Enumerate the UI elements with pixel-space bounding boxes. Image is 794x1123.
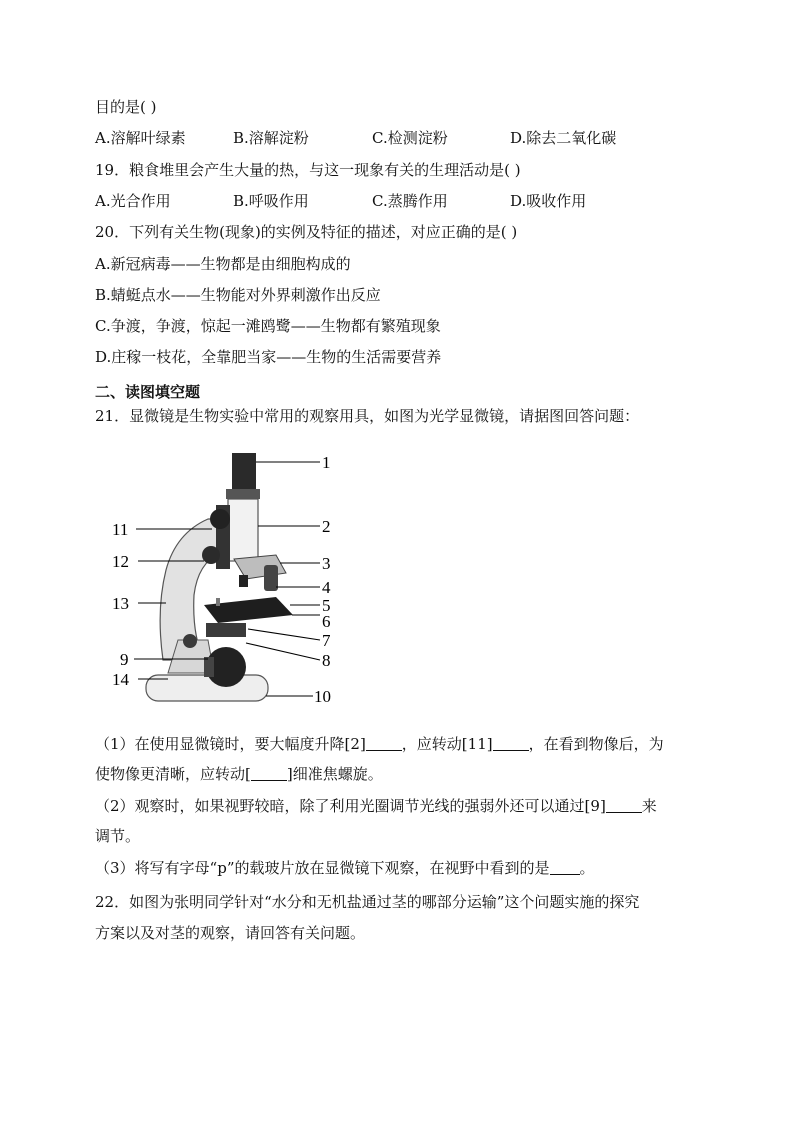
figure-label-11: 11	[112, 520, 129, 539]
eyepiece-collar	[226, 489, 260, 499]
objective-long	[264, 565, 278, 591]
q20-option-b[interactable]: B.蜻蜓点水——生物能对外界刺激作出反应	[95, 286, 381, 304]
q21-part2-text-a: （2）观察时，如果视野较暗，除了利用光圈调节光线的强弱外还可以通过[9]	[95, 797, 606, 815]
q21-part3-text-b: 。	[579, 859, 595, 877]
q21-stem: 21．显微镜是生物实验中常用的观察用具，如图为光学显微镜，请据图回答问题：	[95, 407, 640, 425]
figure-label-8: 8	[322, 651, 331, 670]
q18-options	[95, 128, 715, 148]
q20-option-d[interactable]: D.庄稼一枝花，全靠肥当家——生物的生活需要营养	[95, 348, 442, 366]
q22-line2: 方案以及对茎的观察，请回答有关问题。	[95, 924, 366, 942]
q20-stem: 20．下列有关生物(现象)的实例及特征的描述，对应正确的是( )	[95, 223, 518, 241]
q18-option-a[interactable]: A.溶解叶绿素	[95, 129, 186, 147]
figure-label-7: 7	[322, 631, 331, 650]
q21-part3	[95, 853, 695, 883]
answer-blank-3[interactable]	[251, 765, 287, 781]
answer-blank-5[interactable]	[550, 859, 580, 875]
figure-label-14: 14	[112, 670, 129, 689]
q19-option-c[interactable]: C.蒸腾作用	[372, 192, 448, 210]
q21-part2	[95, 791, 695, 851]
q18-option-b[interactable]: B.溶解淀粉	[233, 129, 309, 147]
q19-option-b[interactable]: B.呼吸作用	[233, 192, 309, 210]
coarse-focus-knob	[210, 509, 230, 529]
q19-stem: 19．粮食堆里会产生大量的热，与这一现象有关的生理活动是( )	[95, 161, 521, 179]
microscope-figure	[108, 445, 348, 710]
knob-small	[183, 634, 197, 648]
q22-line1: 22．如图为张明同学针对“水分和无机盐通过茎的哪部分运输”这个问题实施的探究	[95, 893, 640, 911]
figure-label-6: 6	[322, 612, 331, 631]
fine-focus-knob	[202, 546, 220, 564]
q21-part2-text-b: 来	[641, 797, 657, 815]
q21-part3-text-a: （3）将写有字母“p”的载玻片放在显微镜下观察，在视野中看到的是	[95, 859, 550, 877]
q21-part2-text-c: 调节。	[95, 827, 141, 845]
diaphragm	[206, 623, 246, 637]
section-title: 二、读图填空题	[95, 383, 201, 401]
figure-label-4: 4	[322, 578, 331, 597]
stage-clip	[216, 598, 220, 606]
figure-label-5: 5	[322, 596, 331, 615]
q18-option-d[interactable]: D.除去二氧化碳	[510, 129, 617, 147]
lens-tube	[228, 499, 258, 561]
q18-tail: 目的是( )	[95, 98, 157, 116]
mirror-mount	[204, 657, 214, 677]
objective-short	[239, 575, 248, 587]
q19-option-a[interactable]: A.光合作用	[95, 192, 171, 210]
q19-option-d[interactable]: D.吸收作用	[510, 192, 587, 210]
answer-blank-2[interactable]	[493, 735, 529, 751]
q21-part1-text-b: ，应转动[11]	[401, 735, 493, 753]
answer-blank-4[interactable]	[606, 797, 642, 813]
q18-option-c[interactable]: C.检测淀粉	[372, 129, 448, 147]
figure-label-13: 13	[112, 594, 129, 613]
figure-label-12: 12	[112, 552, 129, 571]
q19-options	[95, 191, 715, 211]
figure-label-1: 1	[322, 453, 331, 472]
figure-label-3: 3	[322, 554, 331, 573]
figure-label-10: 10	[314, 687, 331, 706]
q21-part1-text-e: ]细准焦螺旋。	[286, 765, 383, 783]
q20-option-a[interactable]: A.新冠病毒——生物都是由细胞构成的	[95, 255, 351, 273]
eyepiece	[232, 453, 256, 489]
figure-label-9: 9	[120, 650, 129, 669]
q21-part1-text-d: 使物像更清晰，应转动[	[95, 765, 251, 783]
q21-part1	[95, 729, 695, 789]
q20-option-c[interactable]: C.争渡，争渡，惊起一滩鸥鹭——生物都有繁殖现象	[95, 317, 441, 335]
figure-label-2: 2	[322, 517, 331, 536]
q21-part1-text-c: ，在看到物像后，为	[528, 735, 664, 753]
q21-part1-text-a: （1）在使用显微镜时，要大幅度升降[2]	[95, 735, 366, 753]
answer-blank-1[interactable]	[366, 735, 402, 751]
